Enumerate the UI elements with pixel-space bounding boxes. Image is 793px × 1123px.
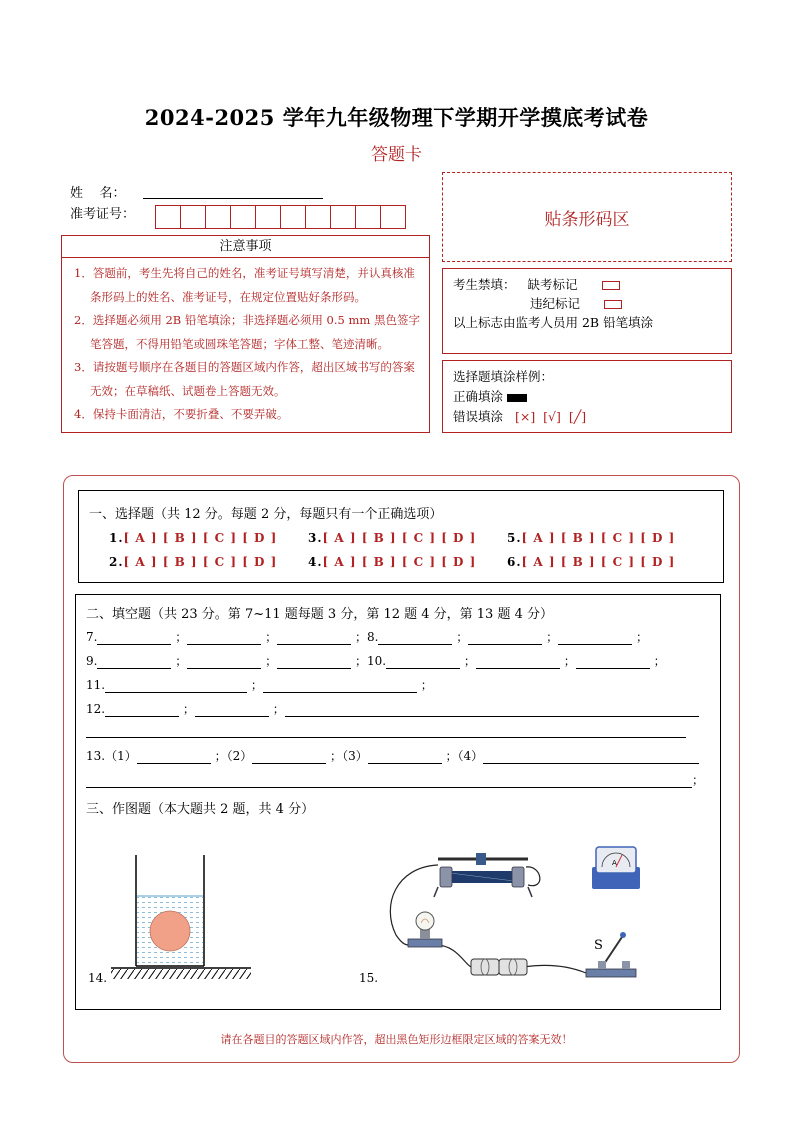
section-choice-title: 一、选择题（共 12 分。每题 2 分，每题只有一个正确选项） [89, 507, 443, 522]
name-field[interactable] [143, 198, 323, 199]
blank-line[interactable] [86, 737, 686, 738]
blank[interactable] [187, 657, 261, 669]
blank[interactable] [105, 705, 179, 717]
blank[interactable] [105, 681, 247, 693]
section-fill-title: 二、填空题（共 23 分。第 7~11 题每题 3 分，第 12 题 4 分，第 13 题 4 分） [86, 607, 553, 622]
wrong-label: 错误填涂 [453, 409, 504, 424]
section-fill-and-draw [75, 594, 721, 1010]
barcode-area [442, 172, 732, 262]
fill-row-12: 12. ； ； [86, 700, 699, 717]
q14-beaker-figure[interactable] [106, 850, 256, 985]
blank[interactable] [97, 633, 171, 645]
blank[interactable] [378, 633, 452, 645]
wrong-marks: [×] [√] [╱] [515, 409, 587, 424]
violation-mark-box[interactable] [604, 300, 622, 309]
choice-q3[interactable]: 3.[ A ] [ B ] [ C ] [ D ] [308, 531, 477, 545]
fill-row-13-cont: ； [86, 771, 704, 788]
notice-item: 4．保持卡面清洁，不要折叠、不要弄破。 [74, 407, 289, 421]
q14-label: 14. [88, 971, 108, 985]
q15-circuit-figure[interactable] [376, 845, 676, 987]
choice-q6[interactable]: 6.[ A ] [ B ] [ C ] [ D ] [507, 555, 676, 569]
sample-title: 选择题填涂样例： [453, 369, 554, 384]
blank[interactable] [576, 657, 650, 669]
fill-row-9-10: 9. ； ； ；10. ； ； ； [86, 654, 666, 668]
blank[interactable] [468, 633, 542, 645]
forbid-note: 以上标志由监考人员用 2B 铅笔填涂 [453, 315, 654, 330]
batteries [471, 959, 527, 975]
fill-row-11: 11. ； ； [86, 678, 433, 692]
ammeter [592, 847, 640, 889]
correct-fill-sample [507, 394, 527, 402]
notice-item: 3．请按题号顺序在各题目的答题区域内作答，超出区域书写的答案无效；在草稿纸、试题卷上答题无效。 [74, 360, 415, 398]
fill-row-13: 13.（1） ；（2） ；（3） ；（4） [86, 747, 699, 764]
choice-q4[interactable]: 4.[ A ] [ B ] [ C ] [ D ] [308, 555, 477, 569]
blank[interactable] [483, 752, 699, 764]
ammeter-label: A [612, 859, 617, 867]
blank[interactable] [285, 705, 699, 717]
name-label: 姓 名： [70, 186, 126, 201]
exam-id-label: 准考证号： [70, 207, 136, 222]
switch-label: S [594, 938, 603, 953]
blank[interactable] [86, 776, 692, 788]
fill-sample-box [442, 360, 732, 433]
notice-item: 1．答题前，考生先将自己的姓名，准考证号填写清楚，并认真核准条形码上的姓名、准考证号，在规定位置贴好条形码。 [74, 266, 415, 304]
section-draw-title: 三、作图题（本大题共 2 题，共 4 分） [86, 802, 315, 817]
blank[interactable] [97, 657, 171, 669]
choice-q5[interactable]: 5.[ A ] [ B ] [ C ] [ D ] [507, 531, 676, 545]
blank[interactable] [263, 681, 417, 693]
q15-label: 15. [359, 971, 379, 985]
notice-box [61, 258, 430, 433]
page-subtitle: 答题卡 [371, 145, 422, 165]
section-choice [78, 490, 724, 583]
examiner-marks-box [442, 268, 732, 354]
blank[interactable] [277, 633, 351, 645]
choice-q1[interactable]: 1.[ A ] [ B ] [ C ] [ D ] [109, 531, 278, 545]
bulb [408, 912, 442, 947]
absent-label: 缺考标记 [527, 277, 578, 292]
switch [586, 932, 636, 977]
correct-label: 正确填涂 [453, 389, 504, 404]
blank[interactable] [386, 657, 460, 669]
violation-label: 违纪标记 [530, 296, 581, 311]
blank[interactable] [195, 705, 269, 717]
exam-id-boxes[interactable] [155, 205, 405, 229]
rheostat [434, 853, 532, 897]
notice-heading: 注意事项 [61, 235, 430, 258]
barcode-label: 贴条形码区 [544, 209, 630, 230]
fill-row-7-8: 7. ； ； ；8. ； ； ； [86, 630, 648, 644]
page-title: 2024-2025 学年九年级物理下学期开学摸底考试卷 [144, 105, 649, 130]
forbid-label: 考生禁填： [453, 277, 516, 292]
absent-mark-box[interactable] [602, 281, 620, 290]
blank[interactable] [558, 633, 632, 645]
footer-warning: 请在各题目的答题区域内作答，超出黑色矩形边框限定区域的答案无效！ [220, 1033, 573, 1046]
choice-q2[interactable]: 2.[ A ] [ B ] [ C ] [ D ] [109, 555, 278, 569]
blank[interactable] [137, 752, 211, 764]
blank[interactable] [187, 633, 261, 645]
blank[interactable] [476, 657, 560, 669]
blank[interactable] [368, 752, 442, 764]
blank[interactable] [252, 752, 326, 764]
blank[interactable] [277, 657, 351, 669]
notice-item: 2．选择题必须用 2B 铅笔填涂；非选择题必须用 0.5 mm 黑色签字笔答题，不得用铅笔或圆珠笔答题；字体工整、笔迹清晰。 [74, 313, 420, 351]
